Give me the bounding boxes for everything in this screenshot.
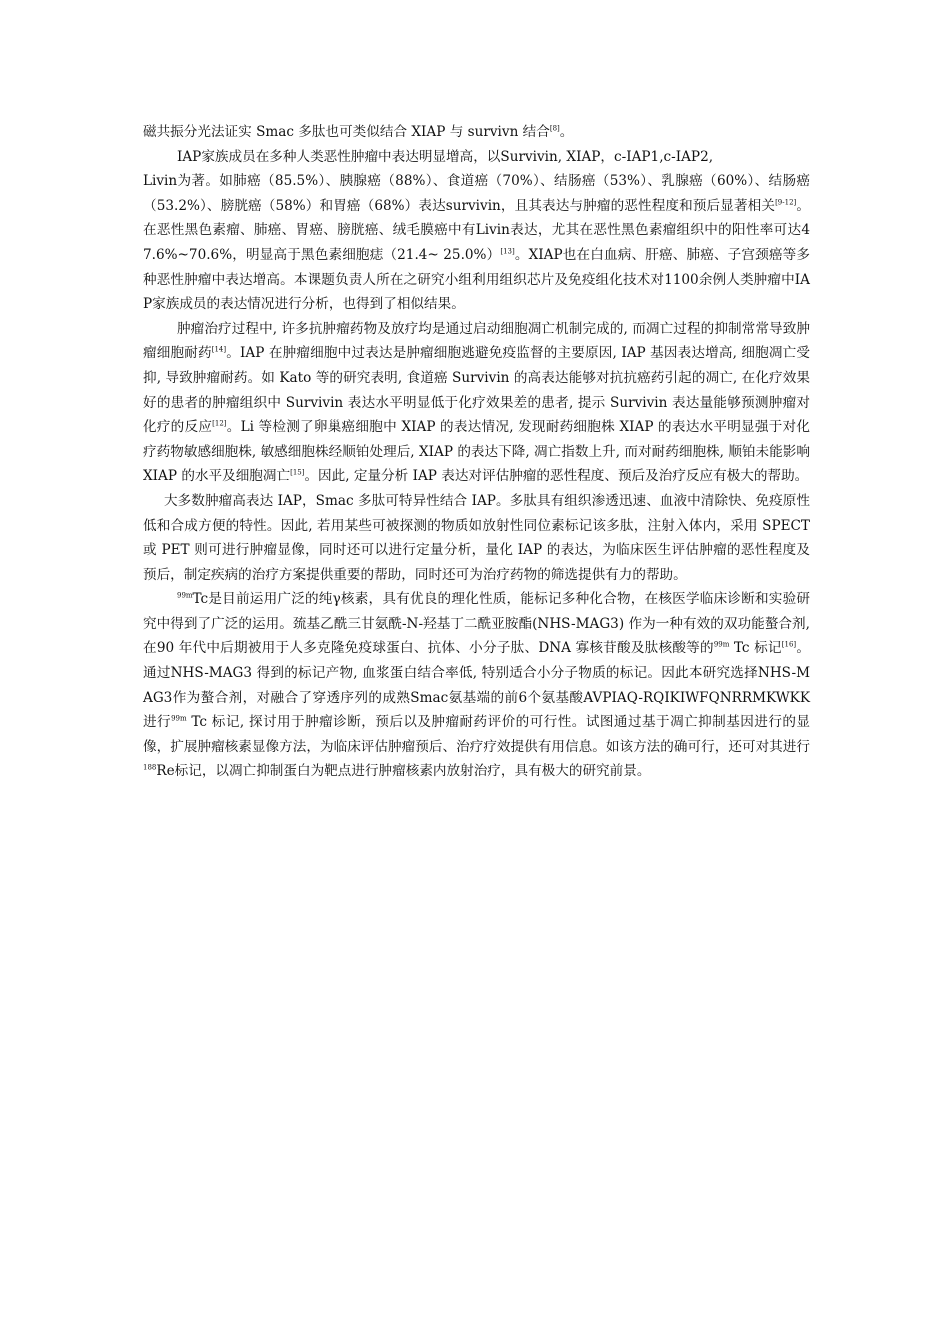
- citation: [16]: [781, 640, 797, 649]
- paragraph-3: [143, 317, 810, 489]
- paragraph-4: [143, 489, 810, 587]
- citation: [9-12]: [775, 198, 797, 207]
- text-run: Livin为著。如肺癌（85.5%）、胰腺癌（88%）、食道癌（70%）、结肠癌（53%）、乳腺癌（60%）、结肠癌（53.2%）、膀胱癌（58%）和胃癌（68%）表达survivin，且其表达与肿瘤的恶性程度和预后显著相关: [143, 173, 810, 214]
- text-run: 。: [559, 124, 574, 140]
- paragraph-5: [143, 587, 810, 784]
- text-run: 。XIAP也在白血病、肝癌、肺癌、子宫颈癌等多种恶性肿瘤中表达增高。本课题负责人所在之研究小组利用组织芯片及免疫组化技术对1100余例人类肿瘤中IAP家族成员的表达情况进行分析，也得到了相似结果。: [143, 246, 810, 313]
- text-run: 。因此, 定量分析 IAP 表达对评估肿瘤的恶性程度、预后及治疗反应有极大的帮助。: [304, 468, 809, 485]
- text-run: Tc是目前运用广泛的纯γ核素，具有优良的理化性质，能标记多种化合物，在核医学临床诊断和实验研究中得到了广泛的运用。巯基乙酰三甘氨酰-N-羟基丁二酰亚胺酯(NHS-MAG3) 作为一种有效的双功能螯合剂, 在90 年代中后期被用于人多克隆免疫球蛋白、抗体、小分子肽、DNA 寡核苷酸及肽核酸等的: [143, 591, 810, 657]
- text-run: 。在恶性黑色素瘤、肺癌、胃癌、膀胱癌、绒毛膜癌中有Livin表达，尤其在恶性黑色素瘤组织中的阳性率可达47.6%~70.6%，明显高于黑色素细胞痣（21.4~ 25.0%）: [143, 197, 810, 263]
- citation: [15]: [290, 468, 305, 477]
- document-page: [143, 120, 810, 784]
- text-run: 大多数肿瘤高表达 IAP，Smac 多肽可特异性结合 IAP。多肽具有组织渗透迅速、血液中清除快、免疫原性低和合成方便的特性。因此, 若用某些可被探测的物质如放射性同位素标记该多肽，注射入体内，采用 SPECT 或 PET 则可进行肿瘤显像，同时还可以进行定量分析，量化 IAP 的表达，为临床医生评估肿瘤的恶性程度及预后，制定疾病的治疗方案提供重要的帮助，同时还可为治疗药物的筛选提供有力的帮助。: [143, 492, 810, 583]
- text-run: 。Li 等检测了卵巢癌细胞中 XIAP 的表达情况, 发现耐药细胞株 XIAP 的表达水平明显强于对化疗药物敏感细胞株, 敏感细胞株经顺铂处理后, XIAP 的表达下降, 凋亡指数上升, 而对耐药细胞株, 顺铂未能影响 XIAP 的水平及细胞凋亡: [143, 419, 810, 485]
- isotope-mass-number: 188: [143, 763, 157, 772]
- text-run: Re标记，以凋亡抑制蛋白为靶点进行肿瘤核素内放射治疗，具有极大的研究前景。: [156, 763, 651, 780]
- text-run: 磁共振分光法证实 Smac 多肽也可类似结合 XIAP 与 survivn 结合: [143, 124, 550, 140]
- citation: [14]: [211, 345, 227, 354]
- text-run: 肿瘤治疗过程中, 许多抗肿瘤药物及放疗均是通过启动细胞凋亡机制完成的, 而凋亡过程的抑制常常导致肿瘤细胞耐药: [143, 320, 810, 362]
- isotope-mass-number: 99m: [177, 591, 193, 600]
- text-run: 。IAP 在肿瘤细胞中过表达是肿瘤细胞逃避免疫监督的主要原因, IAP 基因表达增高, 细胞凋亡受抑, 导致肿瘤耐药。如 Kato 等的研究表明, 食道癌 Survivin 的高表达能够对抗抗癌药引起的凋亡, 在化疗效果好的患者的肿瘤组织中 Survivin 表达水平明显低于化疗效果差的患者, 提示 Survivin 表达量能够预测肿瘤对化疗的反应: [143, 345, 811, 436]
- text-run: Tc 标记, 探讨用于肿瘤诊断，预后以及肿瘤耐药评价的可行性。试图通过基于凋亡抑制基因进行的显像，扩展肿瘤核素显像方法，为临床评估肿瘤预后、治疗疗效提供有用信息。如该方法的确可行，还可对其进行: [143, 714, 811, 755]
- citation: [8]: [549, 124, 560, 133]
- text-run: 。通过NHS-MAG3 得到的标记产物, 血浆蛋白结合率低, 特别适合小分子物质的标记。因此本研究选择NHS-MAG3作为螯合剂，对融合了穿透序列的成熟Smac氨基端的前6个氨基酸AVPIAQ-RQIKIWFQNRRMKWKK 进行: [143, 640, 810, 731]
- isotope-mass-number: 99m: [713, 640, 730, 649]
- isotope-mass-number: 99m: [171, 714, 187, 723]
- text-run: IAP家族成员在多种人类恶性肿瘤中表达明显增高，以Survivin, XIAP，c-IAP1,c-IAP2,: [177, 148, 714, 165]
- text-run: Tc 标记: [729, 640, 782, 657]
- citation: [12]: [212, 419, 227, 428]
- paragraph-1: [143, 120, 810, 145]
- citation: [13]: [500, 247, 515, 256]
- paragraph-2: [143, 145, 810, 317]
